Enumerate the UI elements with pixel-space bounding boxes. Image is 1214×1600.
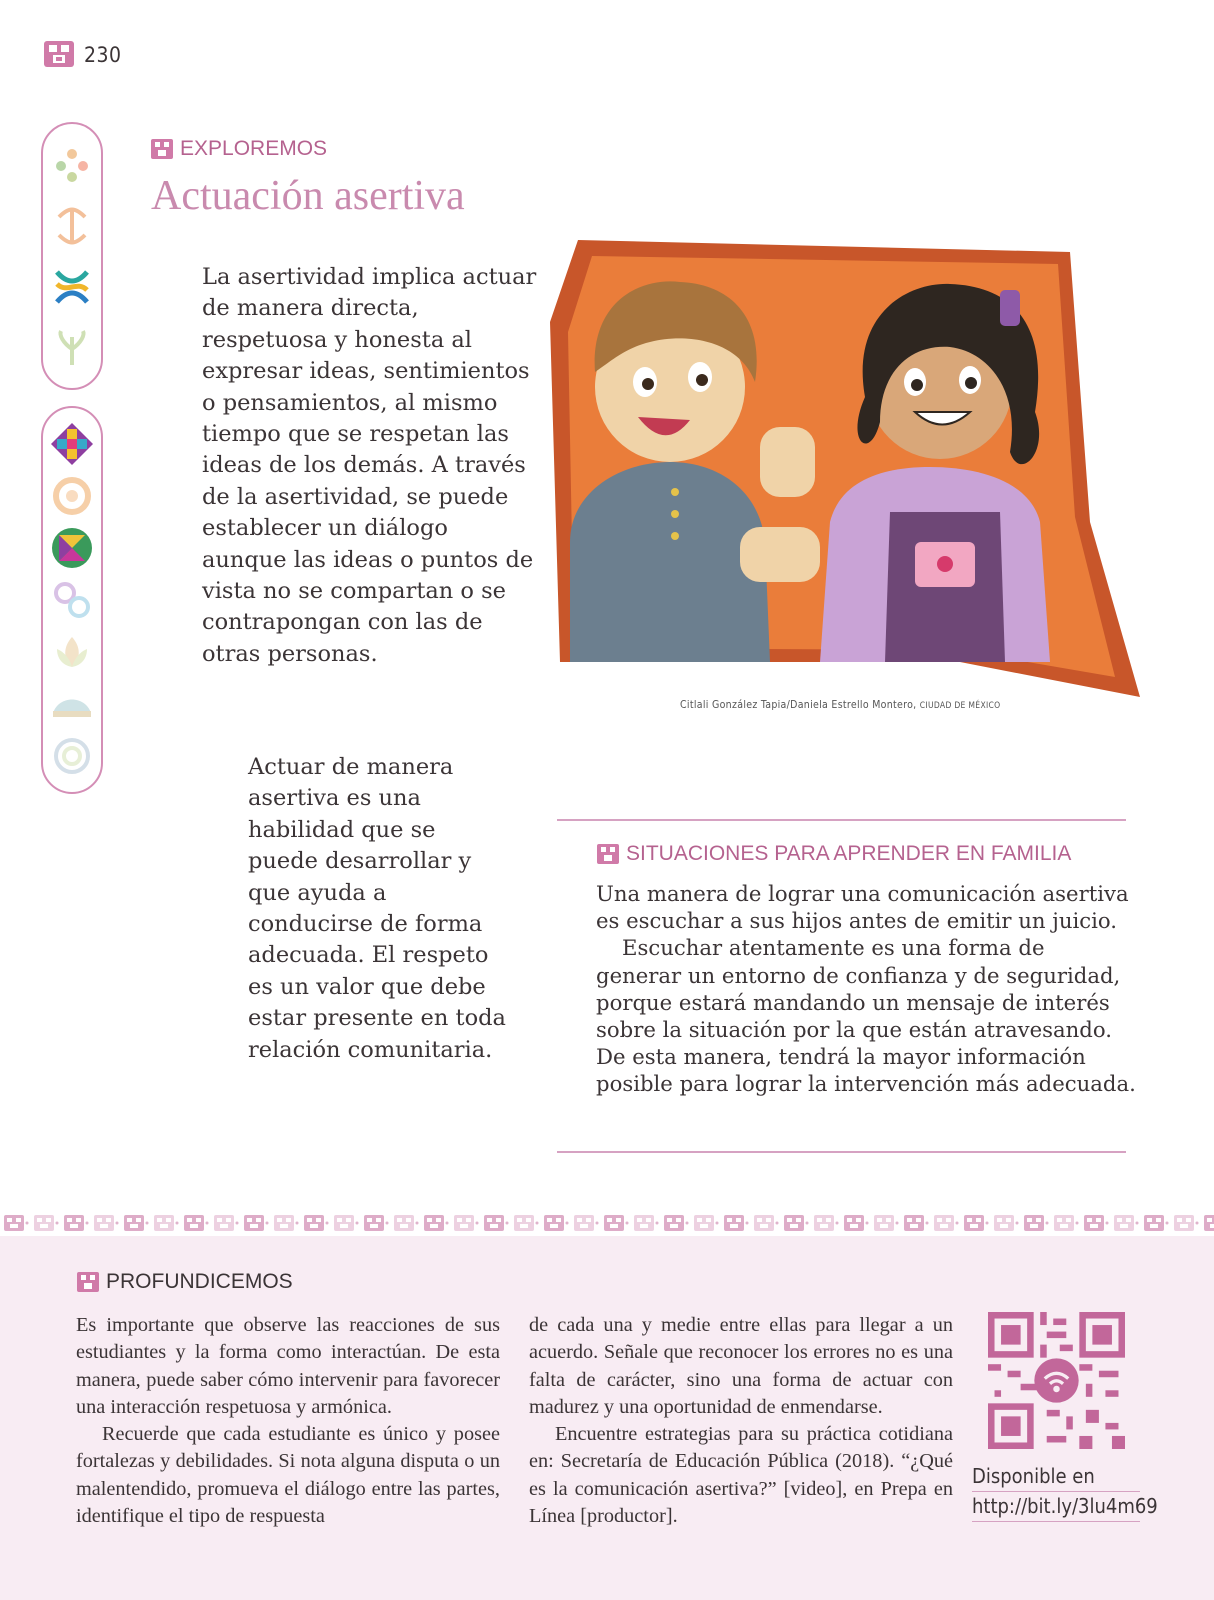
band-glyph-icon	[210, 1210, 240, 1236]
band-glyph-icon	[540, 1210, 570, 1236]
mound-icon	[49, 681, 95, 727]
band-glyph-icon	[930, 1210, 960, 1236]
circle-ring-icon	[49, 733, 95, 779]
explore-label: EXPLOREMOS	[180, 137, 328, 160]
band-glyph-icon	[1050, 1210, 1080, 1236]
illustration-credit: Citlali González Tapia/Daniela Estrello Montero, CIUDAD DE MÉXICO	[680, 699, 1001, 711]
spiral-ring-icon	[49, 473, 95, 519]
explore-section-tag	[150, 137, 327, 161]
band-glyph-icon	[390, 1210, 420, 1236]
children-talking-illustration	[530, 222, 1170, 727]
band-glyph-icon	[990, 1210, 1020, 1236]
qr-url-link[interactable]: http://bit.ly/3lu4m69	[972, 1492, 1140, 1522]
codex-glyph-icon	[596, 843, 620, 865]
band-glyph-icon	[90, 1210, 120, 1236]
intro-paragraph: La asertividad implica actuar de manera directa, respetuosa y honesta al expresar ideas, sentimientos o pensamientos, al mismo tiempo que se respetan las ideas de los demás. A través de la asertividad, se puede establecer un diálogo aunque las ideas o puntos de vista no se compartan o se contrapongan con las de otras personas.	[202, 264, 537, 667]
band-glyph-icon	[60, 1210, 90, 1236]
band-glyph-icon	[750, 1210, 780, 1236]
qr-available-label: Disponible en	[972, 1462, 1140, 1492]
qr-caption	[972, 1462, 1158, 1522]
band-glyph-icon	[240, 1210, 270, 1236]
band-glyph-icon	[180, 1210, 210, 1236]
seed-dots-icon	[49, 142, 95, 188]
page-number: 230	[84, 43, 122, 67]
band-glyph-icon	[780, 1210, 810, 1236]
band-glyph-icon	[1170, 1210, 1200, 1236]
band-glyph-icon	[870, 1210, 900, 1236]
hourglass-circle-icon	[49, 525, 95, 571]
deepen-col1-paragraph-2: Recuerde que cada estudiante es único y posee fortalezas y debilidades. Si nota alguna disputa o un malentendido, promueva el diálogo entre las partes, identifique el tipo de respuesta	[76, 1423, 500, 1528]
family-paragraph-1: Una manera de lograr una comunicación asertiva es escuchar a sus hijos antes de emitir un juicio.	[596, 881, 1129, 934]
page-title: Actuación asertiva	[151, 173, 465, 219]
swirl-figure-icon	[49, 203, 95, 249]
campo-icon-rail-top	[41, 122, 103, 390]
linked-rings-icon	[49, 577, 95, 623]
lotus-icon	[49, 629, 95, 675]
band-glyph-icon	[810, 1210, 840, 1236]
deepen-col2-paragraph-1: de cada una y medie entre ellas para llegar a un acuerdo. Señale que reconocer los errores no es una falta de carácter, sino una forma de actuar con madurez y una oportunidad de enmendarse.	[529, 1314, 953, 1418]
qr-code[interactable]	[988, 1312, 1125, 1449]
band-glyph-icon	[150, 1210, 180, 1236]
band-glyph-icon	[570, 1210, 600, 1236]
family-label: SITUACIONES PARA APRENDER EN FAMILIA	[626, 842, 1072, 865]
band-glyph-icon	[1020, 1210, 1050, 1236]
band-glyph-icon	[450, 1210, 480, 1236]
band-glyph-icon	[1200, 1210, 1214, 1236]
family-section-tag	[596, 842, 1071, 866]
ejes-icon-rail	[41, 406, 103, 794]
band-glyph-icon	[690, 1210, 720, 1236]
linked-people-icon	[49, 264, 95, 310]
band-glyph-icon	[30, 1210, 60, 1236]
band-glyph-icon	[120, 1210, 150, 1236]
band-glyph-icon	[360, 1210, 390, 1236]
band-glyph-icon	[1080, 1210, 1110, 1236]
band-glyph-icon	[600, 1210, 630, 1236]
deepen-column-2	[529, 1312, 953, 1530]
deepen-column-1	[76, 1312, 500, 1530]
band-glyph-icon	[1140, 1210, 1170, 1236]
band-glyph-icon	[330, 1210, 360, 1236]
plant-figure-icon	[49, 325, 95, 371]
deepen-section-tag	[76, 1270, 293, 1294]
band-glyph-icon	[660, 1210, 690, 1236]
skill-paragraph: Actuar de manera asertiva es una habilidad que se puede desarrollar y que ayuda a conducirse de forma adecuada. El respeto es un valor que debe estar presente en toda relación comunitaria.	[248, 754, 506, 1063]
band-glyph-icon	[840, 1210, 870, 1236]
page-header	[42, 38, 122, 72]
band-glyph-icon	[1110, 1210, 1140, 1236]
deepen-col1-paragraph-1: Es importante que observe las reacciones de sus estudiantes y la forma como interactúan. De esta manera, puede saber cómo intervenir para favorecer una interacción respetuosa y armónica.	[76, 1314, 500, 1418]
band-glyph-icon	[510, 1210, 540, 1236]
codex-glyph-icon	[42, 38, 76, 72]
band-glyph-icon	[0, 1210, 30, 1236]
band-glyph-icon	[720, 1210, 750, 1236]
codex-glyph-icon	[150, 138, 174, 160]
band-glyph-icon	[900, 1210, 930, 1236]
deepen-label: PROFUNDICEMOS	[106, 1270, 293, 1293]
family-text	[596, 880, 1136, 1098]
deepen-col2-paragraph-2: Encuentre estrategias para su práctica cotidiana en: Secretaría de Educación Pública (2018). “¿Qué es la comunicación asertiva?” [video], en Prepa en Línea [productor].	[529, 1423, 953, 1528]
diamond-cross-icon	[49, 421, 95, 467]
decorative-glyph-band	[0, 1210, 1214, 1236]
band-glyph-icon	[270, 1210, 300, 1236]
band-glyph-icon	[630, 1210, 660, 1236]
codex-glyph-icon	[76, 1271, 100, 1293]
band-glyph-icon	[960, 1210, 990, 1236]
band-glyph-icon	[480, 1210, 510, 1236]
band-glyph-icon	[300, 1210, 330, 1236]
family-paragraph-2: Escuchar atentamente es una forma de generar un entorno de confianza y de seguridad, porque estará mandando un mensaje de interés sobre la situación por la que están atravesando. De esta manera, tendrá la mayor información posible para lograr la intervención más adecuada.	[596, 935, 1136, 1097]
band-glyph-icon	[420, 1210, 450, 1236]
